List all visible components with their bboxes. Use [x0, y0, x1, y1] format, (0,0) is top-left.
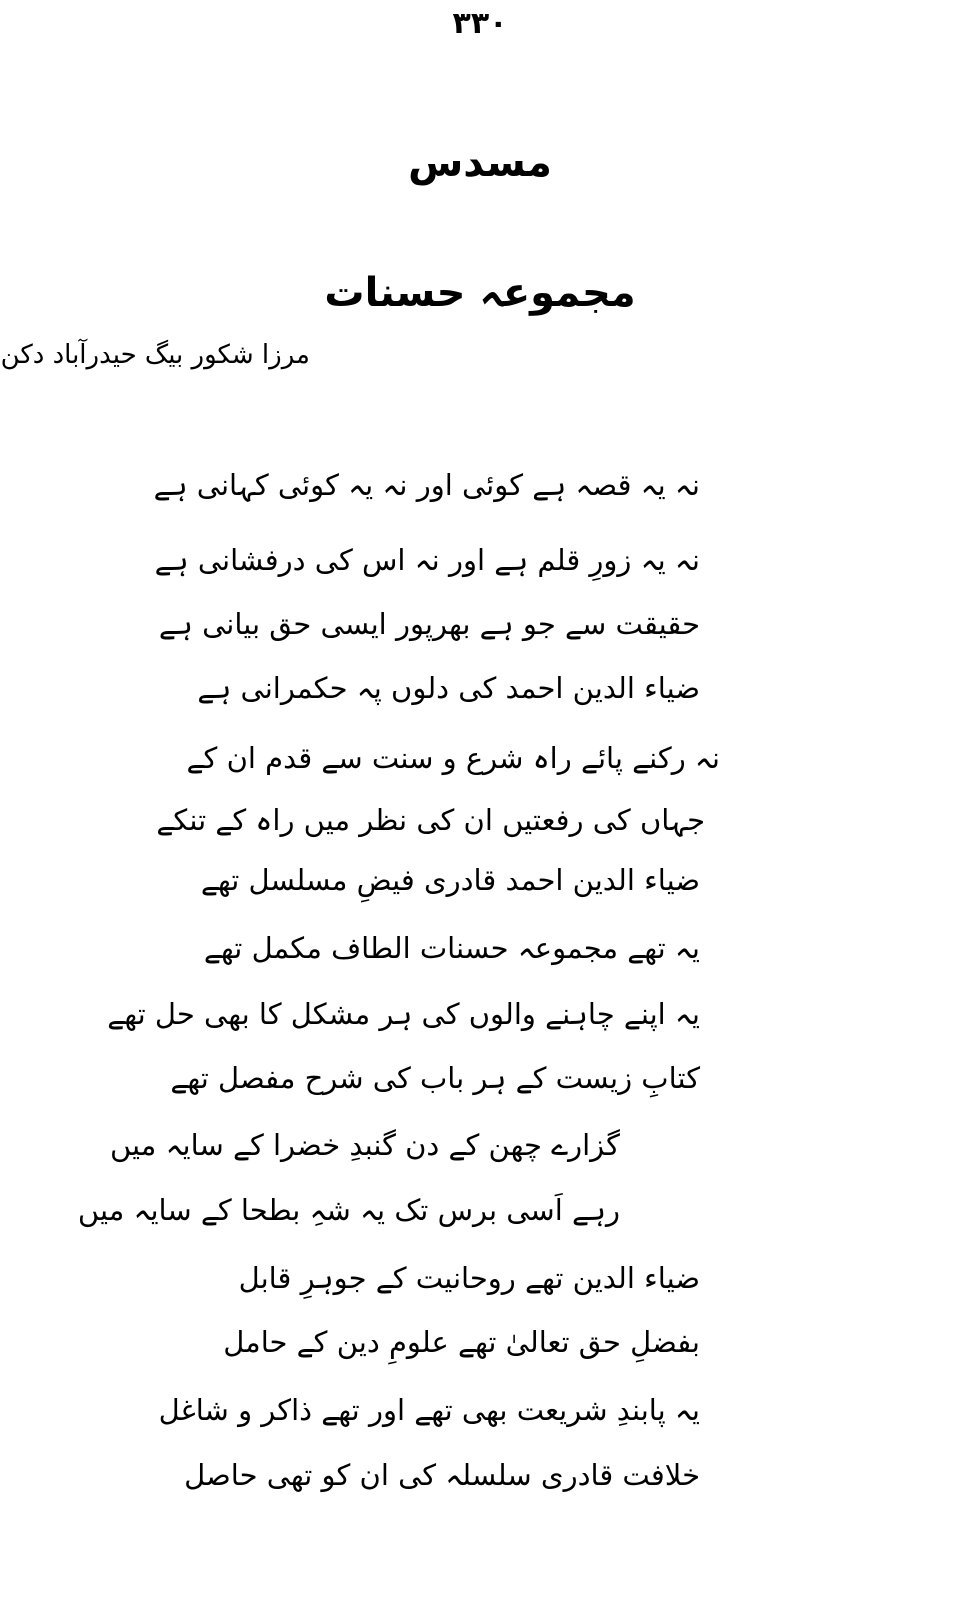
- poem-line: یہ پابندِ شریعت بھی تھے اور تھے ذاکر و شاغل: [158, 1393, 700, 1427]
- poem-line: بفضلِ حق تعالیٰ تھے علومِ دین کے حامل: [223, 1325, 700, 1359]
- poem-line: جہاں کی رفعتیں ان کی نظر میں راہ کے تنکے: [156, 803, 705, 837]
- poem-line: رہے اَسی برس تک یہ شہِ بطحا کے سایہ میں: [77, 1193, 620, 1227]
- poem-line: حقیقت سے جو ہے بھرپور ایسی حق بیانی ہے: [158, 607, 700, 641]
- poem-line: گزارے چھن کے دن گنبدِ خضرا کے سایہ میں: [109, 1128, 620, 1162]
- poem-line: ضیاء الدین احمد قادری فیضِ مسلسل تھے: [200, 863, 700, 897]
- poem-line: خلافت قادری سلسلہ کی ان کو تھی حاصل: [184, 1458, 700, 1492]
- author-name: مرزا شکور بیگ حیدرآباد دکن: [0, 340, 310, 370]
- poem-line: نہ یہ قصہ ہے کوئی اور نہ یہ کوئی کہانی ہے: [153, 468, 700, 502]
- poem-line: یہ تھے مجموعہ حسنات الطاف مکمل تھے: [203, 931, 700, 965]
- poem-line: کتابِ زیست کے ہر باب کی شرح مفصل تھے: [170, 1061, 700, 1095]
- poem-subtitle: مجموعہ حسنات: [324, 270, 636, 316]
- poem-line: ضیاء الدین احمد کی دلوں پہ حکمرانی ہے: [197, 671, 700, 705]
- page-title: مسدس: [408, 140, 552, 186]
- poem-line: ضیاء الدین تھے روحانیت کے جوہرِ قابل: [238, 1261, 700, 1295]
- page-number: ۳۳۰: [452, 6, 508, 41]
- poem-line: نہ رکنے پائے راہ شرع و سنت سے قدم ان کے: [186, 741, 720, 775]
- poem-line: یہ اپنے چاہنے والوں کی ہر مشکل کا بھی حل تھے: [107, 997, 700, 1031]
- poem-line: نہ یہ زورِ قلم ہے اور نہ اس کی درفشانی ہے: [154, 543, 700, 577]
